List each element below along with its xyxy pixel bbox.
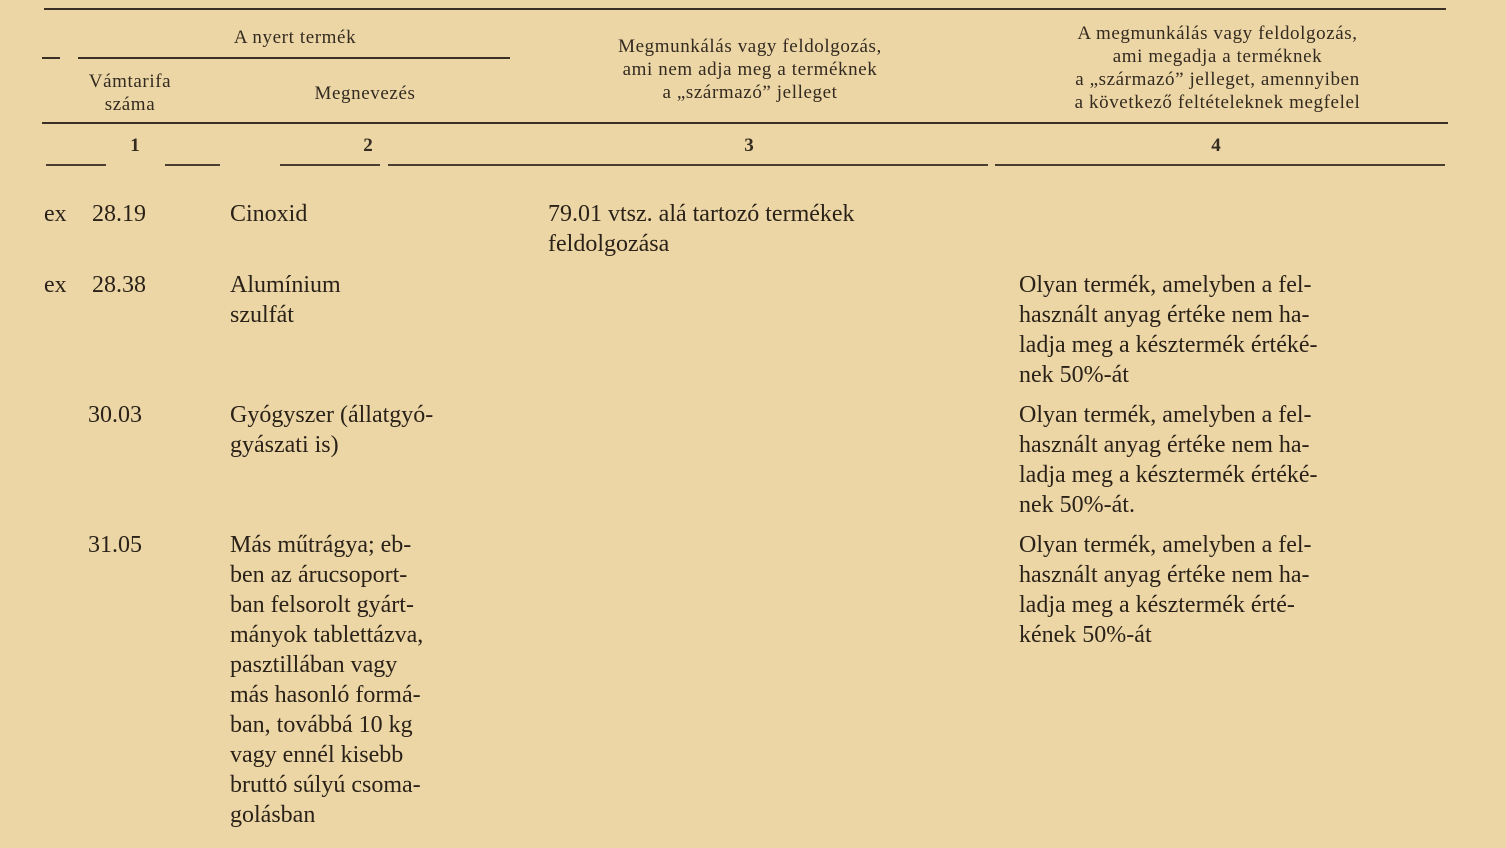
row3-col4-line: Olyan termék, amelyben a fel- [1019,402,1312,428]
header-col4-line4: a következő feltételeknek megfelel [1074,92,1361,113]
row1-col3-line: 79.01 vtsz. alá tartozó termékek [548,201,855,227]
column-number-4: 4 [1211,135,1221,156]
header-group-label: A nyert termék [233,27,357,48]
header-col4-line1: A megmunkálás vagy feldolgozás, [1077,23,1358,44]
header-col3-line1: Megmunkálás vagy feldolgozás, [618,36,882,57]
row4-col4 [1019,530,1449,650]
row4-name-line: Más műtrágya; eb- [230,532,412,558]
row2-name [230,270,510,330]
row2-name-line: szulfát [230,302,294,328]
header-col1-line2: száma [104,94,156,115]
header-col3-line3: a „származó” jelleget [662,82,838,103]
row4-name-line: pasztillában vagy [230,652,398,678]
group-left-dash [42,57,60,59]
header-col1-label [50,70,210,116]
header-col4-label [995,22,1440,114]
row3-col4-line: használt anyag értéke nem ha- [1019,432,1310,458]
top-rule [44,8,1446,10]
row4-col4-line: használt anyag értéke nem ha- [1019,562,1310,588]
group-underline [78,57,510,59]
row4-name-line: bruttó súlyú csoma- [230,772,421,798]
row2-col4-line: használt anyag értéke nem ha- [1019,302,1310,328]
header-col4-line3: a „származó” jelleget, amennyiben [1075,69,1360,90]
row4-code: 31.05 [88,532,142,558]
column-number-2: 2 [363,135,373,156]
row3-name-line: Gyógyszer (állatgyó- [230,402,434,428]
row2-code: 28.38 [92,272,146,298]
row1-name [230,199,510,229]
column-numbers-rule-4 [388,164,988,166]
row3-col4 [1019,400,1449,520]
row3-name-line: gyászati is) [230,432,339,458]
row1-col3 [548,199,988,259]
row4-name [230,530,510,830]
row4-name-line: ben az árucsoport- [230,562,408,588]
header-bottom-rule [42,122,1448,124]
column-number-1: 1 [130,135,140,156]
row3-code: 30.03 [88,402,142,428]
header-col2-label: Megnevezés [314,83,416,104]
row4-name-line: ban felsorolt gyárt- [230,592,414,618]
header-col3-line2: ami nem adja meg a terméknek [622,59,878,80]
row4-name-line: mányok tablettázva, [230,622,424,648]
row4-name-line: más hasonló formá- [230,682,421,708]
row1-code-prefix: ex [44,201,67,227]
row4-name-line: vagy ennél kisebb [230,742,404,768]
row2-col4-line: ladja meg a késztermék értéké- [1019,332,1318,358]
column-numbers-rule-5 [995,164,1445,166]
row2-col4-line: nek 50%-át [1019,362,1129,388]
row1-name-line: Cinoxid [230,201,308,227]
row4-col4-line: kének 50%-át [1019,622,1152,648]
header-col4-line2: ami megadja a terméknek [1112,46,1323,67]
row4-name-line: ban, továbbá 10 kg [230,712,413,738]
header-col1-line1: Vámtarifa [88,71,172,92]
row4-name-line: golásban [230,802,316,828]
row2-col4-line: Olyan termék, amelyben a fel- [1019,272,1312,298]
row3-col4-line: ladja meg a késztermék értéké- [1019,462,1318,488]
row2-col4 [1019,270,1449,390]
row4-col4-line: ladja meg a késztermék érté- [1019,592,1295,618]
column-numbers-rule-2 [165,164,220,166]
row4-col4-line: Olyan termék, amelyben a fel- [1019,532,1312,558]
column-number-3: 3 [744,135,754,156]
row1-col3-line: feldolgozása [548,231,670,257]
row2-code-prefix: ex [44,272,67,298]
row3-name [230,400,510,460]
row2-name-line: Alumínium [230,272,341,298]
row1-code: 28.19 [92,201,146,227]
column-numbers-rule-1 [46,164,106,166]
header-col3-label [540,35,960,104]
column-numbers-rule-3 [280,164,380,166]
row3-col4-line: nek 50%-át. [1019,492,1135,518]
